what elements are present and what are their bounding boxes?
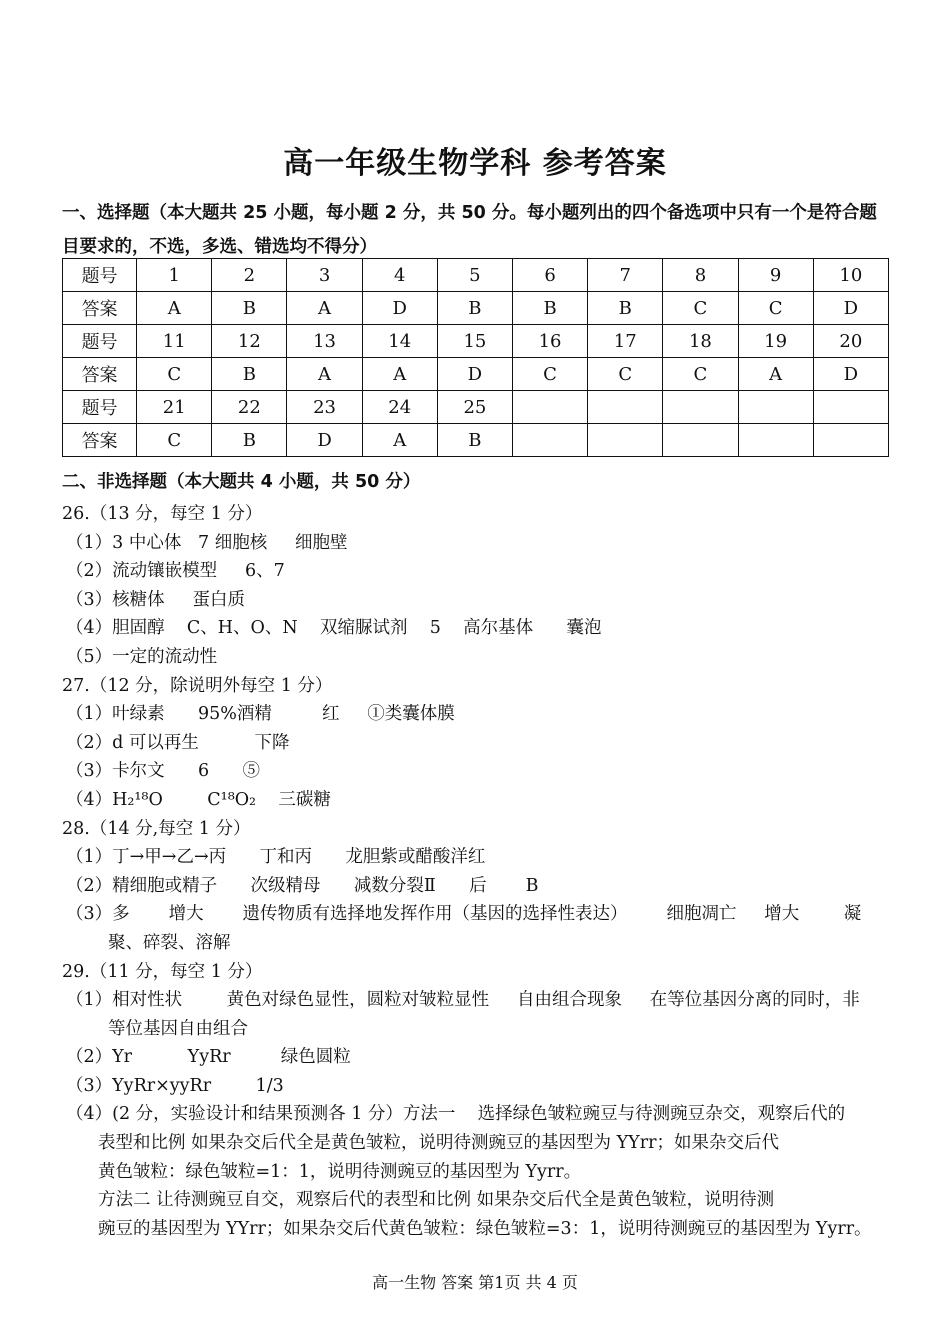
answer-cell: B (437, 424, 512, 457)
answer-cell (512, 424, 587, 457)
q29-line-1-cont: 等位基因自由组合 (108, 1018, 248, 1039)
answer-cell: D (813, 358, 888, 391)
q26-line-4: （4）胆固醇 C、H、O、N 双缩脲试剂 5 高尔基体 囊泡 (66, 618, 602, 639)
q29-line-2: （2）Yr YyRr 绿色圆粒 (66, 1047, 351, 1068)
answer-cell: C (738, 292, 813, 325)
answer-cell: D (362, 292, 437, 325)
q29-line-4-cont-1: 表型和比例 如果杂交后代全是黄色皱粒，说明待测豌豆的基因型为 YYrr；如果杂交后代 (98, 1133, 779, 1154)
question-number-row (63, 259, 889, 292)
answer-cell: B (437, 292, 512, 325)
row-label-answer: 答案 (63, 292, 137, 325)
q28-line-1: （1）丁→甲→乙→丙 丁和丙 龙胆紫或醋酸洋红 (66, 847, 486, 868)
question-number-cell: 2 (212, 259, 287, 292)
answer-cell: D (287, 424, 362, 457)
question-number-row (63, 325, 889, 358)
question-number-cell: 11 (137, 325, 212, 358)
question-number-cell (512, 391, 587, 424)
q29-line-4-cont-2: 黄色皱粒：绿色皱粒=1：1，说明待测豌豆的基因型为 Yyrr。 (98, 1161, 582, 1182)
q27-header: 27.（12 分，除说明外每空 1 分） (62, 675, 333, 696)
row-label-answer: 答案 (63, 358, 137, 391)
q29-line-4-method2-cont: 豌豆的基因型为 YYrr；如果杂交后代黄色皱粒：绿色皱粒=3：1，说明待测豌豆的基因型为 Yyrr。 (98, 1218, 872, 1239)
question-number-cell (663, 391, 738, 424)
question-number-cell: 7 (588, 259, 663, 292)
question-number-cell: 9 (738, 259, 813, 292)
question-number-row (63, 391, 889, 424)
question-number-cell: 12 (212, 325, 287, 358)
answer-cell: A (287, 358, 362, 391)
q27-line-2: （2）d 可以再生 下降 (66, 732, 290, 753)
question-number-cell: 4 (362, 259, 437, 292)
question-number-cell: 8 (663, 259, 738, 292)
answer-cell: D (437, 358, 512, 391)
q27-line-3: （3）卡尔文 6 ⑤ (66, 761, 261, 782)
question-number-cell: 5 (437, 259, 512, 292)
q26-line-1: （1）3 中心体 7 细胞核 细胞壁 (66, 532, 348, 553)
q28-line-3-cont: 聚、碎裂、溶解 (108, 932, 231, 953)
page-footer: 高一生物 答案 第1页 共 4 页 (372, 1273, 578, 1292)
answer-cell: C (663, 292, 738, 325)
answer-row (63, 292, 889, 325)
q26-line-2: （2）流动镶嵌模型 6、7 (66, 561, 285, 582)
q29-line-1: （1）相对性状 黄色对绿色显性，圆粒对皱粒显性 自由组合现象 在等位基因分离的同时，非 (66, 990, 860, 1011)
question-number-cell: 18 (663, 325, 738, 358)
answer-cell: C (137, 358, 212, 391)
answer-cell: C (588, 358, 663, 391)
question-number-cell: 22 (212, 391, 287, 424)
q26-header: 26.（13 分，每空 1 分） (62, 504, 263, 524)
q26-line-5: （5）一定的流动性 (66, 646, 218, 667)
answer-cell: B (212, 292, 287, 325)
q29-line-3: （3）YyRr×yyRr 1/3 (66, 1075, 284, 1096)
section1-heading: 一、选择题（本大题共 25 小题，每小题 2 分，共 50 分。每小题列出的四个备选项中只有一个是符合题目要求的，不选，多选、错选均不得分） (62, 203, 877, 257)
question-number-cell: 15 (437, 325, 512, 358)
answer-cell (738, 424, 813, 457)
question-number-cell: 16 (512, 325, 587, 358)
question-number-cell: 14 (362, 325, 437, 358)
answer-cell: B (212, 424, 287, 457)
question-number-cell: 24 (362, 391, 437, 424)
question-number-cell: 20 (813, 325, 888, 358)
question-number-cell: 23 (287, 391, 362, 424)
question-number-cell: 13 (287, 325, 362, 358)
answer-cell: C (137, 424, 212, 457)
answer-cell (663, 424, 738, 457)
question-number-cell: 19 (738, 325, 813, 358)
answer-cell: A (287, 292, 362, 325)
question-number-cell: 25 (437, 391, 512, 424)
answer-cell: C (663, 358, 738, 391)
answer-cell: A (137, 292, 212, 325)
q27-line-1: （1）叶绿素 95%酒精 红 ①类囊体膜 (66, 704, 455, 725)
q28-header: 28.（14 分,每空 1 分） (62, 818, 251, 839)
answer-cell: B (512, 292, 587, 325)
answer-cell: A (362, 358, 437, 391)
row-label-question: 题号 (63, 325, 137, 358)
answer-cell (813, 424, 888, 457)
answer-cell: B (212, 358, 287, 391)
q27-line-4: （4）H₂¹⁸O C¹⁸O₂ 三碳糖 (66, 789, 331, 810)
question-number-cell: 10 (813, 259, 888, 292)
answer-cell (588, 424, 663, 457)
row-label-answer: 答案 (63, 424, 137, 457)
row-label-question: 题号 (63, 391, 137, 424)
answers-body (62, 500, 902, 1243)
answer-cell: A (362, 424, 437, 457)
q29-line-4-method2: 方法二 让待测豌豆自交，观察后代的表型和比例 如果杂交后代全是黄色皱粒，说明待测 (98, 1190, 775, 1211)
answer-cell: C (512, 358, 587, 391)
question-number-cell: 1 (137, 259, 212, 292)
question-number-cell (588, 391, 663, 424)
question-number-cell: 17 (588, 325, 663, 358)
answer-row (63, 358, 889, 391)
answer-row (63, 424, 889, 457)
answer-cell: D (813, 292, 888, 325)
row-label-question: 题号 (63, 259, 137, 292)
question-number-cell: 21 (137, 391, 212, 424)
q26-line-3: （3）核糖体 蛋白质 (66, 589, 245, 610)
page-title: 高一年级生物学科 参考答案 (283, 146, 667, 181)
question-number-cell: 3 (287, 259, 362, 292)
section2-heading: 二、非选择题（本大题共 4 小题，共 50 分） (62, 472, 421, 492)
q28-line-3: （3）多 增大 遗传物质有选择地发挥作用（基因的选择性表达） 细胞凋亡 增大 凝 (66, 904, 862, 925)
q29-header: 29.（11 分，每空 1 分） (62, 961, 263, 982)
question-number-cell (738, 391, 813, 424)
answer-table (62, 258, 889, 457)
q29-line-4: （4）(2 分，实验设计和结果预测各 1 分）方法一 选择绿色皱粒豌豆与待测豌豆杂交，观察后代的 (66, 1104, 846, 1125)
question-number-cell (813, 391, 888, 424)
answer-cell: B (588, 292, 663, 325)
question-number-cell: 6 (512, 259, 587, 292)
answer-cell: A (738, 358, 813, 391)
q28-line-2: （2）精细胞或精子 次级精母 减数分裂Ⅱ 后 B (66, 875, 539, 896)
